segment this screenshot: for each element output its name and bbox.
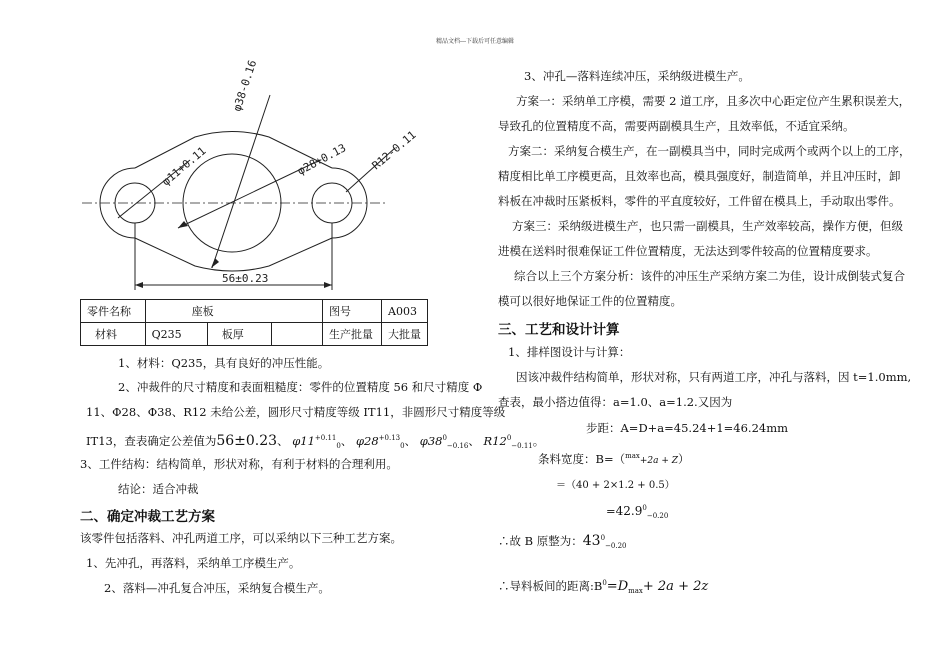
left-option-1: 1、先冲孔，再落料，采纳单工序模生产。 <box>86 556 301 570</box>
cell-material: Q235 <box>145 323 207 346</box>
cell-part-name-label: 零件名称 <box>81 300 146 323</box>
section-heading-3: 三、工艺和设计计算 <box>498 322 620 338</box>
left-option-2: 2、落料—冲孔复合冲压，采纳复合模生产。 <box>104 581 330 595</box>
right-p2b: 查表，最小搭边值得：a=1.0、a=1.2.又因为 <box>498 395 733 409</box>
guide-label: ∴导料板间的距离:B <box>498 578 603 593</box>
cell-drawing-no: A003 <box>382 300 428 323</box>
width-formula: +2a + Z <box>639 455 679 466</box>
f2-eq: = <box>606 503 616 518</box>
cell-drawing-no-label: 图号 <box>323 300 382 323</box>
end: 。 <box>532 433 545 448</box>
left-conclusion: 结论：适合冲裁 <box>118 482 199 496</box>
sep: 、 <box>277 433 289 448</box>
right-p2a: 因该冲裁件结构简单，形状对称，只有两道工序，冲孔与落料，因 t=1.0mm, <box>516 370 912 384</box>
table-row <box>81 300 428 323</box>
right-formula-2: $=42.9^0_{-0.20}$ <box>606 503 669 521</box>
spec-table <box>80 299 428 346</box>
right-formula-1: ＝（40 + 2×1.2 + 0.5） <box>556 480 675 491</box>
arrow-38 <box>211 258 219 268</box>
right-summary-b: 模可以很好地保证工件的位置精度。 <box>498 294 682 308</box>
left-intro: 该零件包括落料、冲孔两道工序，可以采纳以下三种工艺方案。 <box>80 531 402 545</box>
width-label: 条料宽度：B=（ <box>538 451 626 466</box>
right-summary-a: 综合以上三个方案分析：该件的冲压生产采纳方案二为佳，设计成倒装式复合 <box>514 269 905 283</box>
right-s2c: 料板在冲裁时压紧板料，零件的平直度较好，工件留在模具上，手动取出零件。 <box>498 194 901 208</box>
round-val: 43 <box>582 532 601 549</box>
tol-r12: R12 <box>483 433 507 448</box>
right-width-formula <box>538 448 690 469</box>
cell-thickness-label: 板厚 <box>207 323 271 346</box>
right-option-3: 3、冲孔—落料连续冲压，采纳级进模生产。 <box>524 69 750 83</box>
dim-label-11: φ11+0.11 <box>159 144 209 189</box>
dim-label-r12: R12-0.11 <box>369 128 419 173</box>
left-p2c: IT13，查表确定公差值为56±0.23、 $\varphi 11^{+0.11}_0$、 $\varphi 28^{+0.13}_0$、 $\varphi 38^0_{-0.16}$、 $R12^0_{-0.11}$。 <box>86 432 545 451</box>
right-s3a: 方案三：采纳级进模生产，也只需一副模具，生产效率较高，操作方便，但级 <box>512 219 903 233</box>
left-p2a: 2、冲裁件的尺寸精度和表面粗糙度：零件的位置精度 56 和尺寸精度 Φ <box>118 380 483 394</box>
max-sub: max <box>628 587 643 596</box>
right-s3b: 进模在送料时很难保证工件位置精度，无法达到零件较高的位置精度要求。 <box>498 244 878 258</box>
left-p1: 1、材料：Q235，具有良好的冲压性能。 <box>118 356 330 370</box>
left-p3: 3、工件结构：结构简单，形状对称，有利于材料的合理利用。 <box>80 457 398 471</box>
arrow-56-left <box>135 282 143 288</box>
dim-label-38: φ38-0.16 <box>230 58 260 113</box>
arrow-56-right <box>324 282 332 288</box>
tol-28: φ28 <box>356 433 379 448</box>
page-header-note: 精品文档---下载后可任意编辑 <box>435 38 515 45</box>
right-p1: 1、排样图设计与计算： <box>508 345 631 359</box>
right-s2b: 精度相比单工序模更高，且效率也高，模具强度好，制造简单，并且冲压时，卸 <box>498 169 901 183</box>
width-close: ） <box>678 451 690 466</box>
right-s1a: 方案一：采纳单工序模，需要 2 道工序，且多次中心距定位产生累积误差大， <box>516 94 911 108</box>
tol-11: φ11 <box>292 433 315 448</box>
guide-rest: + 2a + 2z <box>642 578 709 594</box>
dim-label-28: φ28+0.13 <box>295 141 349 178</box>
sep: 、 <box>340 433 353 448</box>
section-heading-2: 二、确定冲裁工艺方案 <box>80 509 215 525</box>
outline-bottom <box>135 238 332 271</box>
right-s1b: 导致孔的位置精度不高，需要两副模具生产，且效率低，不适宜采纳。 <box>498 119 855 133</box>
left-p2b: 11、Φ28、Φ38、R12 未给公差，圆形尺寸精度等级 IT11，非圆形尺寸精度等级 <box>86 405 506 419</box>
cell-material-label: 材料 <box>81 323 146 346</box>
right-guide: ∴导料板间的距离$:B^0=D_{max}+ 2a + 2z$ <box>498 578 709 596</box>
tol-56: 56±0.23 <box>216 432 278 449</box>
cell-batch: 大批量 <box>382 323 428 346</box>
left-p2c-prefix: IT13，查表确定公差值为 <box>86 433 217 448</box>
round-label: ∴故 B 原整为： <box>498 533 583 548</box>
tol-38: φ38 <box>419 433 443 448</box>
sep: 、 <box>404 433 417 448</box>
right-step: 步距：A=D+a=45.24+1=46.24mm <box>586 421 789 435</box>
sep: 、 <box>468 433 480 448</box>
cell-thickness <box>271 323 322 346</box>
max-sub: max <box>625 452 640 460</box>
cell-part-name: 座板 <box>145 300 322 323</box>
guide-formula: =D <box>606 578 629 594</box>
right-s2a: 方案二：采纳复合模生产，在一副模具当中，同时完成两个或两个以上的工序， <box>508 144 911 158</box>
dim-label-56: 56±0.23 <box>222 272 269 285</box>
table-row <box>81 323 428 346</box>
right-round: ∴故 B 原整为：$43^0_{-0.20}$ <box>498 532 627 551</box>
f2-val: 42.9 <box>615 503 643 518</box>
cell-batch-label: 生产批量 <box>323 323 382 346</box>
